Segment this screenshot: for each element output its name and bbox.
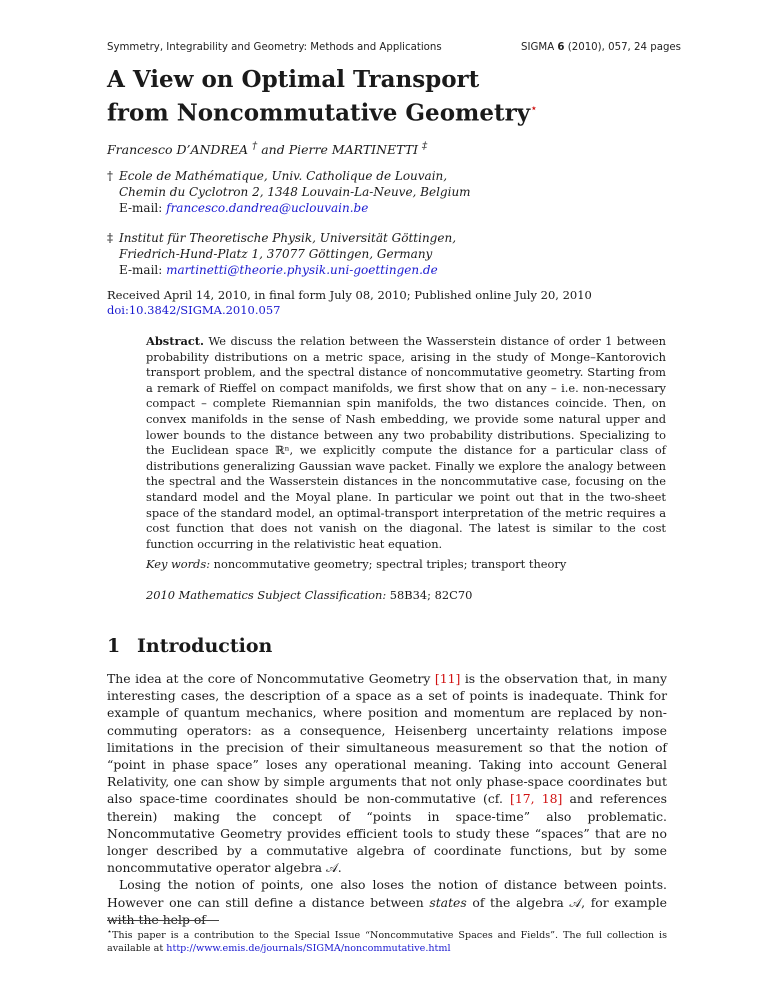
paragraph: Losing the notion of points, one also loses the notion of distance between points. However one can still define a distance between states of the algebra 𝒜, for example with the help of [107,877,667,927]
email-link[interactable]: martinetti@theorie.physik.uni-goettingen.de [166,263,438,277]
doi-link[interactable]: doi:10.3842/SIGMA.2010.057 [107,303,281,317]
section-heading: 1 Introduction [107,635,273,657]
keywords: Key words: noncommutative geometry; spectral triples; transport theory [146,557,567,571]
paper-title: A View on Optimal Transport from Noncommutative Geometry⋆ [107,66,538,127]
collection-link[interactable]: http://www.emis.de/journals/SIGMA/noncommutative.html [166,943,451,955]
footnote-divider [107,920,219,921]
abstract-text: We discuss the relation between the Wasserstein distance of order 1 between probability distributions on a metric space, arising in the study of Monge–Kantorovich transport problem, and the spectral distance of noncommutative geometry. Starting from a remark of Rieffel on compact manifolds, we first show that on any – i.e. non-necessary compact – complete Riemannian spin manifolds, the two distances coincide. Then, on convex manifolds in the sense of Nash embedding, we provide some natural upper and lower bounds to the distance between any two probability distributions. Specializing to the Euclidean space ℝⁿ, we explicitly compute the distance for a particular class of distributions generalizing Gaussian wave packet. Finally we explore the analogy between the spectral and the Wasserstein distances in the noncommutative case, focusing on the standard model and the Moyal plane. In particular we point out that in the two-sheet space of the standard model, an optimal-transport interpretation of the metric requires a cost function that does not vanish on the diagonal. The latest is similar to the cost function occurring in the relativistic heat equation. [146,334,667,551]
affiliation: † Ecole de Mathématique, Univ. Catholique de Louvain, Chemin du Cyclotron 2, 1348 Louvain-La-Neuve, Belgium E-mail: francesco.dandrea@uclouvain.be [107,169,471,215]
footnote: ⋆This paper is a contribution to the Special Issue “Noncommutative Spaces and Fields”. The full collection is available at http://www.emis.de/journals/SIGMA/noncommutative.html [107,927,667,955]
author-name: Pierre MARTINETTI [288,142,419,158]
journal-citation: SIGMA 6 (2010), 057, 24 pages [521,42,681,53]
journal-name: Symmetry, Integrability and Geometry: Methods and Applications [107,42,442,53]
abstract-label: Abstract. [146,334,205,348]
citation-link[interactable]: [17, 18] [510,791,563,807]
citation-link[interactable]: [11] [434,671,461,686]
paragraph: The idea at the core of Noncommutative Geometry [11] is the observation that, in many interesting cases, the description of a space as a set of points is inadequate. Think for example of quantum mechanics, where position and momentum are replaced by non-commuting operators: as a consequence, Heisenberg uncertainty relations impose limitations in the precision of their simultaneous measurement so that the notion of “point in phase space” loses any operational meaning. Taking into account General Relativity, one can show by simple arguments that not only phase-space coordinates but also space-time coordinates should be non-commutative (cf. [17, 18] and references therein) making the concept of “points in space-time” also problematic. Noncommutative Geometry provides efficient tools to study these “spaces” that are no longer described by a commutative algebra of coordinate functions, but by some noncommutative operator algebra 𝒜. [107,671,667,876]
introduction-body [107,670,667,928]
publication-info [107,288,592,318]
running-header [107,42,681,53]
author-list: Francesco D’ANDREA † and Pierre MARTINETTI ‡ [107,140,428,158]
received-dates: Received April 14, 2010, in final form July 08, 2010; Published online July 20, 2010 [107,288,592,302]
abstract [146,334,666,552]
affiliation: ‡ Institut für Theoretische Physik, Universität Göttingen, Friedrich-Hund-Platz 1, 37077 Göttingen, Germany E-mail: martinetti@theorie.physik.uni-goettingen.de [107,231,457,277]
title-footnote-mark: ⋆ [530,101,538,115]
author-name: Francesco D’ANDREA [107,142,249,158]
email-link[interactable]: francesco.dandrea@uclouvain.be [166,201,369,215]
subject-classification: 2010 Mathematics Subject Classification: 58B34; 82C70 [146,588,473,602]
